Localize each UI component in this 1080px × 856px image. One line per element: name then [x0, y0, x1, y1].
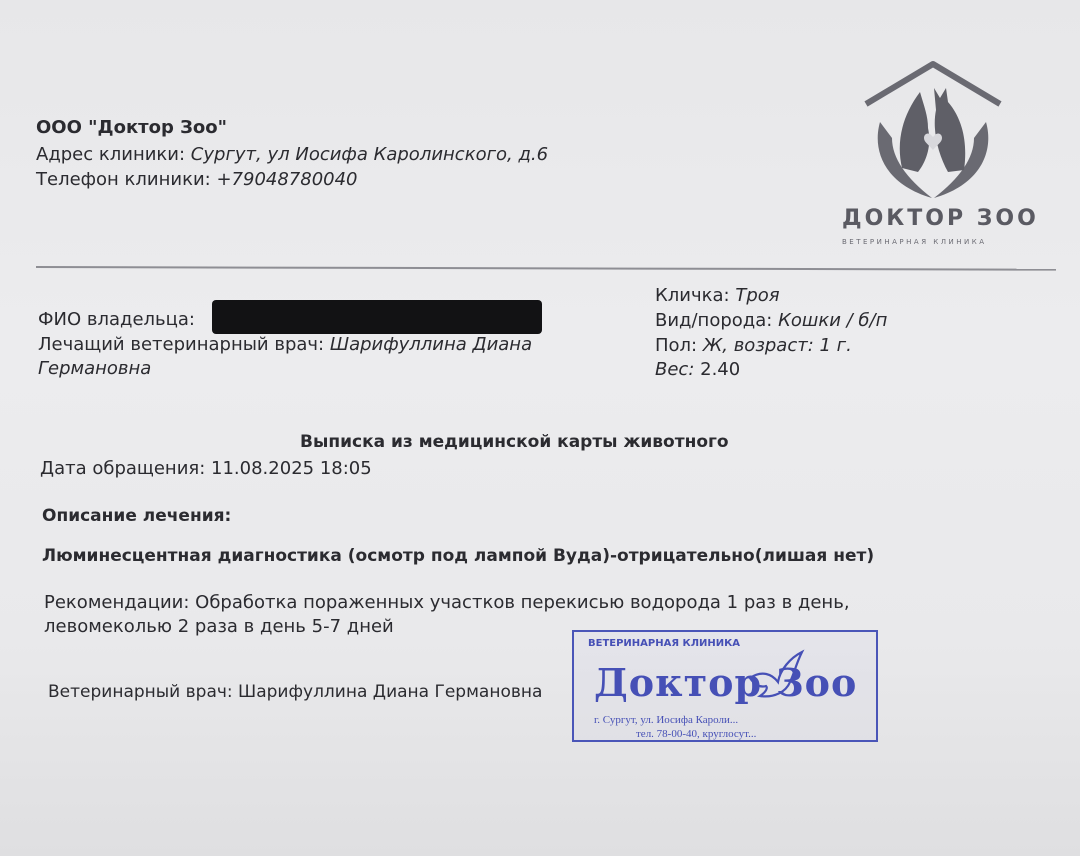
stamp-clinic-name: Доктор Зоо	[594, 660, 858, 705]
clinic-logo-icon	[862, 58, 1004, 200]
attending-doctor-label: Лечащий ветеринарный врач:	[38, 334, 325, 355]
owner-label: ФИО владельца:	[38, 309, 195, 330]
clinic-phone-label: Телефон клиники:	[36, 169, 211, 190]
clinic-address	[36, 144, 548, 165]
vet-signature-line: Ветеринарный врач: Шарифуллина Диана Германовна	[48, 682, 543, 702]
pet-weight	[655, 359, 740, 380]
clinic-org-name: ООО "Доктор Зоо"	[36, 117, 228, 138]
stamp-phone: тел. 78-00-40, круглосут...	[636, 728, 757, 740]
logo-subtitle: ВЕТЕРИНАРНАЯ КЛИНИКА	[842, 238, 987, 246]
visit-date-value: 11.08.2025 18:05	[211, 458, 372, 479]
owner-name-redaction	[212, 300, 542, 334]
pet-weight-value: 2.40	[700, 359, 741, 380]
pet-weight-label: Вес:	[655, 359, 695, 380]
pet-name-label: Кличка:	[655, 285, 730, 306]
clinic-phone	[36, 169, 358, 190]
recommendations-line-2: левомеколью 2 раза в день 5-7 дней	[44, 616, 394, 637]
pet-breed-label: Вид/порода:	[655, 310, 773, 331]
stamp-address: г. Сургут, ул. Иосифа Кароли...	[594, 714, 739, 726]
visit-date-label: Дата обращения:	[40, 458, 206, 479]
logo-title: ДОКТОР ЗОО	[842, 206, 1039, 231]
attending-doctor	[38, 334, 532, 355]
pet-name-value: Троя	[735, 285, 780, 306]
recommendations-line-1: Рекомендации: Обработка пораженных участков перекисью водорода 1 раз в день,	[44, 592, 850, 613]
header-divider	[36, 266, 1056, 271]
pet-sex-label: Пол:	[655, 335, 698, 356]
record-title: Выписка из медицинской карты животного	[300, 432, 729, 452]
pet-breed	[655, 310, 887, 331]
dove-icon	[746, 648, 806, 704]
clinic-address-label: Адрес клиники:	[36, 144, 186, 165]
clinic-phone-value: +79048780040	[216, 169, 358, 190]
visit-date	[40, 458, 372, 479]
stamp-top-text: ВЕТЕРИНАРНАЯ КЛИНИКА	[588, 638, 741, 649]
pet-name	[655, 285, 780, 306]
clinic-stamp	[572, 630, 878, 742]
clinic-address-value: Сургут, ул Иосифа Каролинского, д.6	[190, 144, 549, 165]
pet-sex-age	[655, 335, 852, 356]
pet-sex-value: Ж, возраст: 1 г.	[702, 335, 852, 356]
pet-breed-value: Кошки / б/п	[778, 310, 888, 331]
diagnosis-text: Люминесцентная диагностика (осмотр под лампой Вуда)-отрицательно(лишая нет)	[42, 546, 875, 566]
attending-doctor-value-cont: Германовна	[38, 358, 152, 379]
treatment-heading: Описание лечения:	[42, 506, 232, 526]
attending-doctor-value: Шарифуллина Диана	[329, 334, 533, 355]
